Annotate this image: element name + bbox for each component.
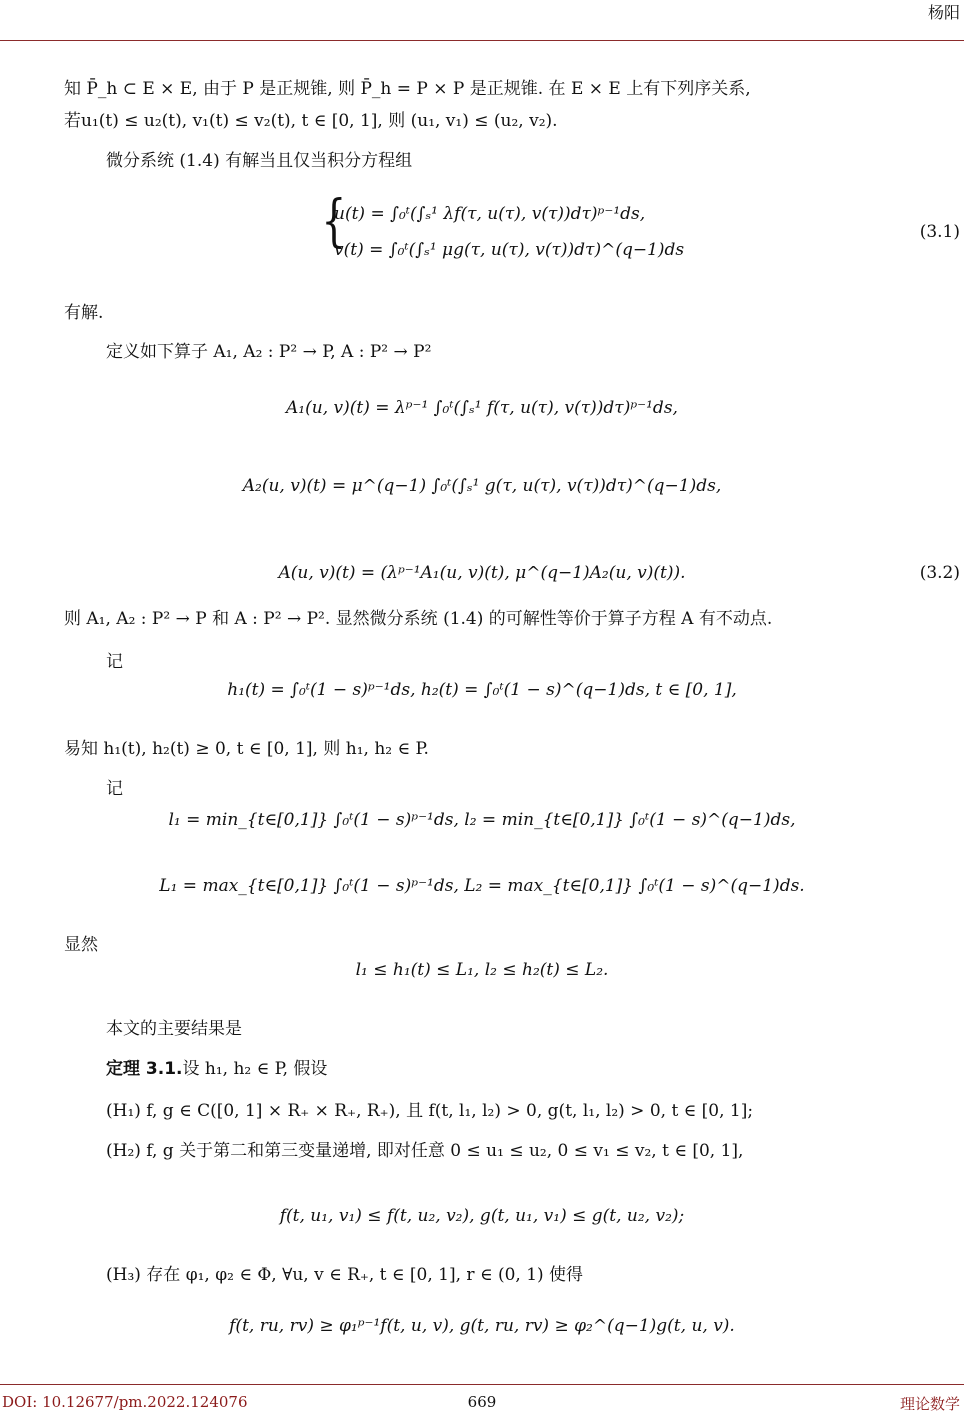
header-author: 杨阳 <box>927 3 960 22</box>
paragraph-line: 有解. <box>64 303 104 323</box>
footer-doi[interactable]: DOI: 10.12677/pm.2022.124076 <box>2 1393 248 1411</box>
footer-page-number: 669 <box>467 1393 497 1411</box>
equation-A2: A₂(u, v)(t) = μ^(q−1) ∫₀ᵗ(∫ₛ¹ g(τ, u(τ), v(τ))dτ)^(q−1)ds, <box>242 476 722 496</box>
equation-phi: f(t, ru, rv) ≥ φ₁ᵖ⁻¹f(t, u, v), g(t, ru, rv) ≥ φ₂^(q−1)g(t, u, v). <box>229 1316 735 1336</box>
equation-number: (3.2) <box>919 563 960 583</box>
equation-A: A(u, v)(t) = (λᵖ⁻¹A₁(u, v)(t), μ^(q−1)A₂(u, v)(t)). <box>278 563 686 583</box>
theorem-label: 定理 3.1. <box>106 1059 183 1079</box>
equation-inequality: l₁ ≤ h₁(t) ≤ L₁, l₂ ≤ h₂(t) ≤ L₂. <box>355 960 609 980</box>
paragraph-line: 微分系统 (1.4) 有解当且仅当积分方程组 <box>106 151 413 171</box>
footer-rule <box>0 1384 964 1385</box>
system-brace: { <box>321 189 347 254</box>
equation-A1: A₁(u, v)(t) = λᵖ⁻¹ ∫₀ᵗ(∫ₛ¹ f(τ, u(τ), v(τ))dτ)ᵖ⁻¹ds, <box>286 398 678 418</box>
hypothesis-H2: (H₂) f, g 关于第二和第三变量递增, 即对任意 0 ≤ u₁ ≤ u₂, 0 ≤ v₁ ≤ v₂, t ∈ [0, 1], <box>106 1141 744 1161</box>
paragraph-line: 知 P̄_h ⊂ E × E, 由于 P 是正规锥, 则 P̄_h = P × P 是正规锥. 在 E × E 上有下列序关系, <box>64 79 751 99</box>
paragraph-line: 若u₁(t) ≤ u₂(t), v₁(t) ≤ v₂(t), t ∈ [0, 1], 则 (u₁, v₁) ≤ (u₂, v₂). <box>64 111 558 131</box>
paragraph-line: 易知 h₁(t), h₂(t) ≥ 0, t ∈ [0, 1], 则 h₁, h₂ ∈ P. <box>64 739 429 759</box>
footer-journal: 理论数学 <box>899 1395 960 1413</box>
theorem-statement <box>106 1054 327 1079</box>
header-rule <box>0 40 964 41</box>
paragraph-line: 则 A₁, A₂ : P² → P 和 A : P² → P². 显然微分系统 (1.4) 的可解性等价于算子方程 A 有不动点. <box>64 609 773 629</box>
hypothesis-H1: (H₁) f, g ∈ C([0, 1] × R₊ × R₊, R₊), 且 f(t, l₁, l₂) > 0, g(t, l₁, l₂) > 0, t ∈ [0, 1]; <box>106 1101 754 1121</box>
paragraph-line: 显然 <box>64 935 98 955</box>
equation-monotone: f(t, u₁, v₁) ≤ f(t, u₂, v₂), g(t, u₁, v₁) ≤ g(t, u₂, v₂); <box>279 1206 685 1226</box>
paragraph-line: 记 <box>106 779 123 799</box>
equation-l: l₁ = min_{t∈[0,1]} ∫₀ᵗ(1 − s)ᵖ⁻¹ds, l₂ = min_{t∈[0,1]} ∫₀ᵗ(1 − s)^(q−1)ds, <box>168 810 796 830</box>
paragraph-line: 本文的主要结果是 <box>106 1019 242 1039</box>
equation-system-line-1: u(t) = ∫₀ᵗ(∫ₛ¹ λf(τ, u(τ), v(τ))dτ)ᵖ⁻¹ds, <box>334 204 646 224</box>
theorem-text: 设 h₁, h₂ ∈ P, 假设 <box>182 1059 328 1079</box>
equation-number: (3.1) <box>919 222 960 242</box>
paragraph-line: 记 <box>106 652 123 672</box>
paragraph-line: 定义如下算子 A₁, A₂ : P² → P, A : P² → P² <box>106 342 432 362</box>
equation-h: h₁(t) = ∫₀ᵗ(1 − s)ᵖ⁻¹ds, h₂(t) = ∫₀ᵗ(1 − s)^(q−1)ds, t ∈ [0, 1], <box>227 680 737 700</box>
equation-L: L₁ = max_{t∈[0,1]} ∫₀ᵗ(1 − s)ᵖ⁻¹ds, L₂ = max_{t∈[0,1]} ∫₀ᵗ(1 − s)^(q−1)ds. <box>159 876 805 896</box>
hypothesis-H3: (H₃) 存在 φ₁, φ₂ ∈ Φ, ∀u, v ∈ R₊, t ∈ [0, 1], r ∈ (0, 1) 使得 <box>106 1265 584 1285</box>
equation-system-line-2: v(t) = ∫₀ᵗ(∫ₛ¹ μg(τ, u(τ), v(τ))dτ)^(q−1)ds <box>334 240 685 260</box>
